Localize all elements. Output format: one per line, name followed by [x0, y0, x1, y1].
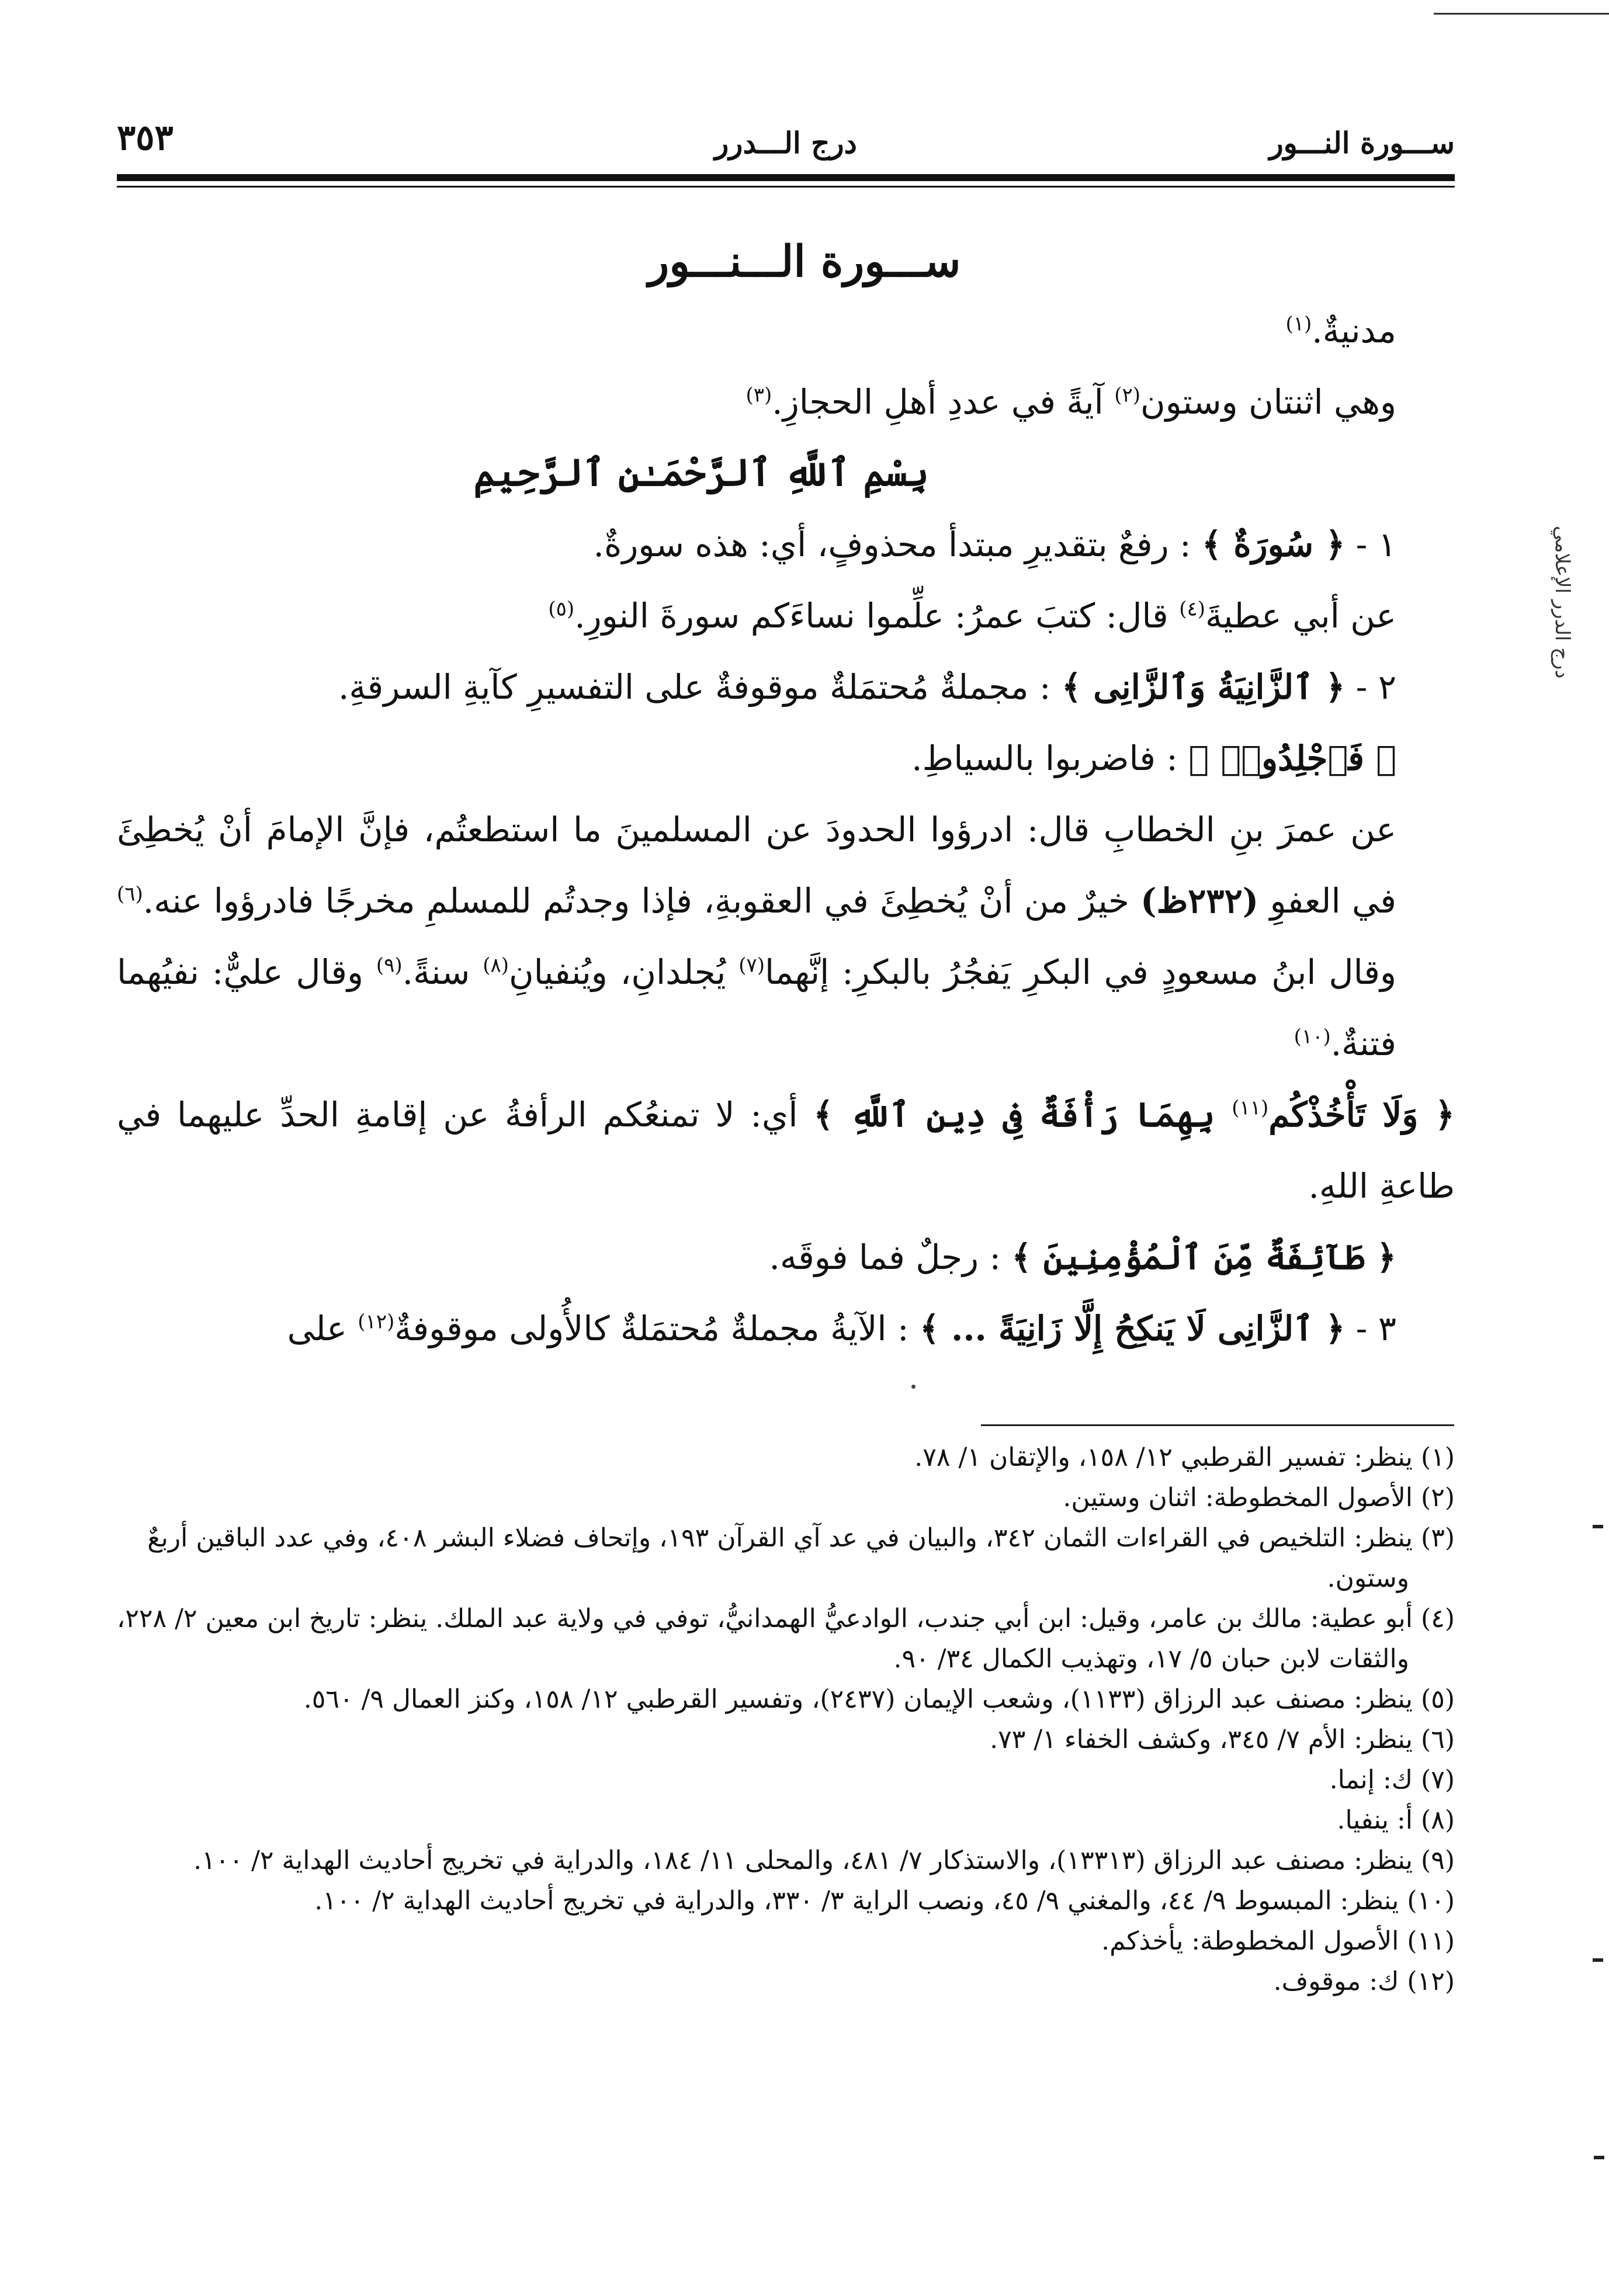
text-span: مدنيةٌ.	[1312, 311, 1396, 351]
margin-mark	[1593, 1525, 1603, 1528]
basmala: بِسْمِ ٱللَّهِ ٱلرَّحْمَـٰنِ ٱلرَّحِيمِ	[473, 451, 929, 495]
paragraph	[117, 1079, 1455, 1222]
text-span: : مجملةٌ مُحتمَلةٌ موقوفةٌ على التفسيرِ كآيةِ السرقةِ.	[338, 667, 1062, 707]
header-rule-thin	[117, 186, 1455, 188]
footnote: (١١) الأصول المخطوطة: يأخذكم.	[1101, 1926, 1455, 1956]
footnote: (١٠) ينظر: المبسوط ٩/ ٤٤، والمغني ٩/ ٤٥، ونصب الراية ٣/ ٣٣٠، والدراية في تخريج أحاديث الهداية ٢/ ١٠٠.	[314, 1886, 1455, 1916]
main-text	[117, 295, 1455, 1364]
quran-verse: ﴿ طَآئِفَةٌ مِّنَ ٱلْمُؤْمِنِينَ ﴾	[1011, 1237, 1396, 1277]
text-line	[117, 723, 1455, 794]
quran-verse: ﴿ فَٱجْلِدُوا۟ ﴾	[1188, 738, 1396, 778]
text-span: عن أبي عطيةَ	[1205, 596, 1396, 636]
footnotes	[117, 1437, 1455, 2002]
text-line	[117, 509, 1455, 580]
text-line	[117, 1222, 1455, 1293]
quran-verse: ﴿ سُورَةٌ ﴾	[1202, 525, 1346, 564]
text-line	[117, 651, 1455, 723]
text-line	[117, 295, 1455, 366]
footnote: (٨) أ: ينفيا.	[1337, 1805, 1455, 1835]
surah-title: ســـورة الـــنـــور	[648, 237, 961, 287]
header-rule-thick	[117, 174, 1455, 181]
footnote-ref: (٩)	[376, 953, 403, 977]
quran-verse: ﴿ ٱلزَّانِيَةُ وَٱلزَّانِى ﴾	[1062, 667, 1346, 707]
text-span: : رفعٌ بتقديرِ مبتدأ محذوفٍ، أي: هذه سورةٌ.	[593, 525, 1202, 564]
footnote-ref: (١)	[1285, 312, 1312, 336]
footnote-ref: (٥)	[548, 597, 575, 621]
footnote-ref: (٨)	[483, 953, 509, 977]
manuscript-folio-ref: (٢٣٢ظ)	[1140, 881, 1259, 921]
footnote: (٣) ينظر: التلخيص في القراءات الثمان ٣٤٢، والبيان في عد آي القرآن ١٩٣، وإتحاف فضلاء البشر ٤٠٨، وفي عدد الباقين أربعٌ وستون.	[147, 1523, 1455, 1593]
text-span: وهي اثنتان وستون	[1140, 382, 1396, 422]
margin-mark	[1593, 1958, 1603, 1962]
verse-number: ٣ -	[1345, 1309, 1396, 1348]
quran-verse: ﴿ وَلَا تَأْخُذْكُم	[1268, 1095, 1455, 1135]
footnote: (٧) ك: إنما.	[1329, 1765, 1455, 1795]
footnote: (١٢) ك: موقوف.	[1273, 1966, 1455, 1996]
footnote: (٥) ينظر: مصنف عبد الرزاق (١١٣٣)، وشعب الإيمان (٢٤٣٧)، وتفسير القرطبي ١٢/ ١٥٨، وكنز العمال ٩/ ٥٦٠.	[303, 1684, 1455, 1714]
footnote-ref: (٢)	[1114, 383, 1140, 407]
text-span: : فاضربوا بالسياطِ.	[911, 738, 1189, 778]
scan-edge-line	[1434, 13, 1609, 15]
text-span: خيرٌ من أنْ يُخطِئَ في العقوبةِ، فإذا وجدتُم للمسلمِ مخرجًا فادرؤوا عنه.	[143, 881, 1141, 921]
margin-mark	[1594, 2156, 1604, 2159]
text-span: وقال عليٌّ: نفيُهما فتنةٌ.	[117, 952, 1396, 1063]
text-span: سنةً.	[402, 952, 483, 992]
quran-verse: ﴿ ٱلزَّانِى لَا يَنكِحُ إِلَّا زَانِيَةً ... ﴾	[919, 1309, 1346, 1348]
running-header	[117, 117, 1455, 172]
footnote-ref: (١٢)	[358, 1310, 395, 1334]
text-span: : الآيةُ مجملةٌ مُحتمَلةٌ كالأُولى موقوفةٌ	[394, 1309, 920, 1348]
footnote-ref: (١٠)	[1294, 1025, 1331, 1049]
verse-number: ١ -	[1345, 525, 1396, 564]
verse-number: ٢ -	[1345, 667, 1396, 707]
header-book-title: درج الـــدرر	[715, 126, 857, 160]
text-span: آيةً في عددِ أهلِ الحجازِ.	[772, 382, 1115, 422]
text-span: يُجلدانِ، ويُنفيانِ	[509, 952, 739, 992]
text-line	[117, 1293, 1455, 1364]
text-span: قال: كتبَ عمرُ: علِّموا نساءَكم سورةَ النورِ.	[574, 596, 1180, 636]
footnote-separator	[981, 1424, 1454, 1426]
margin-note: درج الدرر الإعلامي	[1551, 526, 1574, 679]
scan-speck	[911, 1385, 916, 1389]
header-surah-name: ســـورة النـــور	[1269, 126, 1455, 160]
footnote: (٢) الأصول المخطوطة: اثنان وستين.	[1063, 1483, 1455, 1513]
text-line	[117, 366, 1455, 438]
page-number: ٣٥٣	[117, 117, 174, 158]
text-span: : رجلٌ فما فوقَه.	[769, 1237, 1012, 1277]
footnote: (٤) أبو عطية: مالك بن عامر، وقيل: ابن أبي جندب، الوادعيُّ الهمدانيُّ، توفي في ولاية عبد الملك. ينظر: تاريخ ابن معين ٢/ ٢٢٨، والثقات لابن حبان ٥/ ١٧، وتهذيب الكمال ٣٤/ ٩٠.	[116, 1604, 1455, 1674]
footnote-ref: (١١)	[1232, 1096, 1269, 1120]
text-span: أي: لا تمنعُكم الرأفةُ عن إقامةِ الحدِّ عليهما في طاعةِ اللهِ.	[117, 1095, 1455, 1206]
footnote: (٦) ينظر: الأم ٧/ ٣٤٥، وكشف الخفاء ١/ ٧٣.	[990, 1725, 1455, 1754]
footnote-ref: (٤)	[1179, 597, 1205, 621]
footnote: (١) ينظر: تفسير القرطبي ١٢/ ١٥٨، والإتقان ١/ ٧٨.	[914, 1442, 1455, 1472]
footnote-ref: (٧)	[738, 953, 765, 977]
quran-verse: بِهِمَا رَأْفَةٌ فِى دِينِ ٱللَّهِ ﴾	[813, 1095, 1232, 1135]
footnote: (٩) ينظر: مصنف عبد الرزاق (١٣٣١٣)، والاستذكار ٧/ ٤٨١، والمحلى ١١/ ١٨٤، والدراية في تخريج أحاديث الهداية ٢/ ١٠٠.	[193, 1846, 1455, 1875]
footnote-ref: (٣)	[745, 383, 772, 407]
footnote-ref: (٦)	[117, 882, 143, 906]
paragraph	[117, 794, 1455, 1079]
text-span: على	[287, 1309, 358, 1348]
text-span: وقال ابنُ مسعودٍ في البكرِ يَفجُرُ بالبكرِ: إنَّهما	[765, 952, 1396, 992]
text-line	[117, 580, 1455, 651]
text-span: عن عمرَ بنِ الخطابِ قال: ادرؤوا الحدودَ عن المسلمينَ ما استطعتُم، فإنَّ الإمامَ أنْ يُخطِئَ في العفوِ	[117, 810, 1397, 921]
